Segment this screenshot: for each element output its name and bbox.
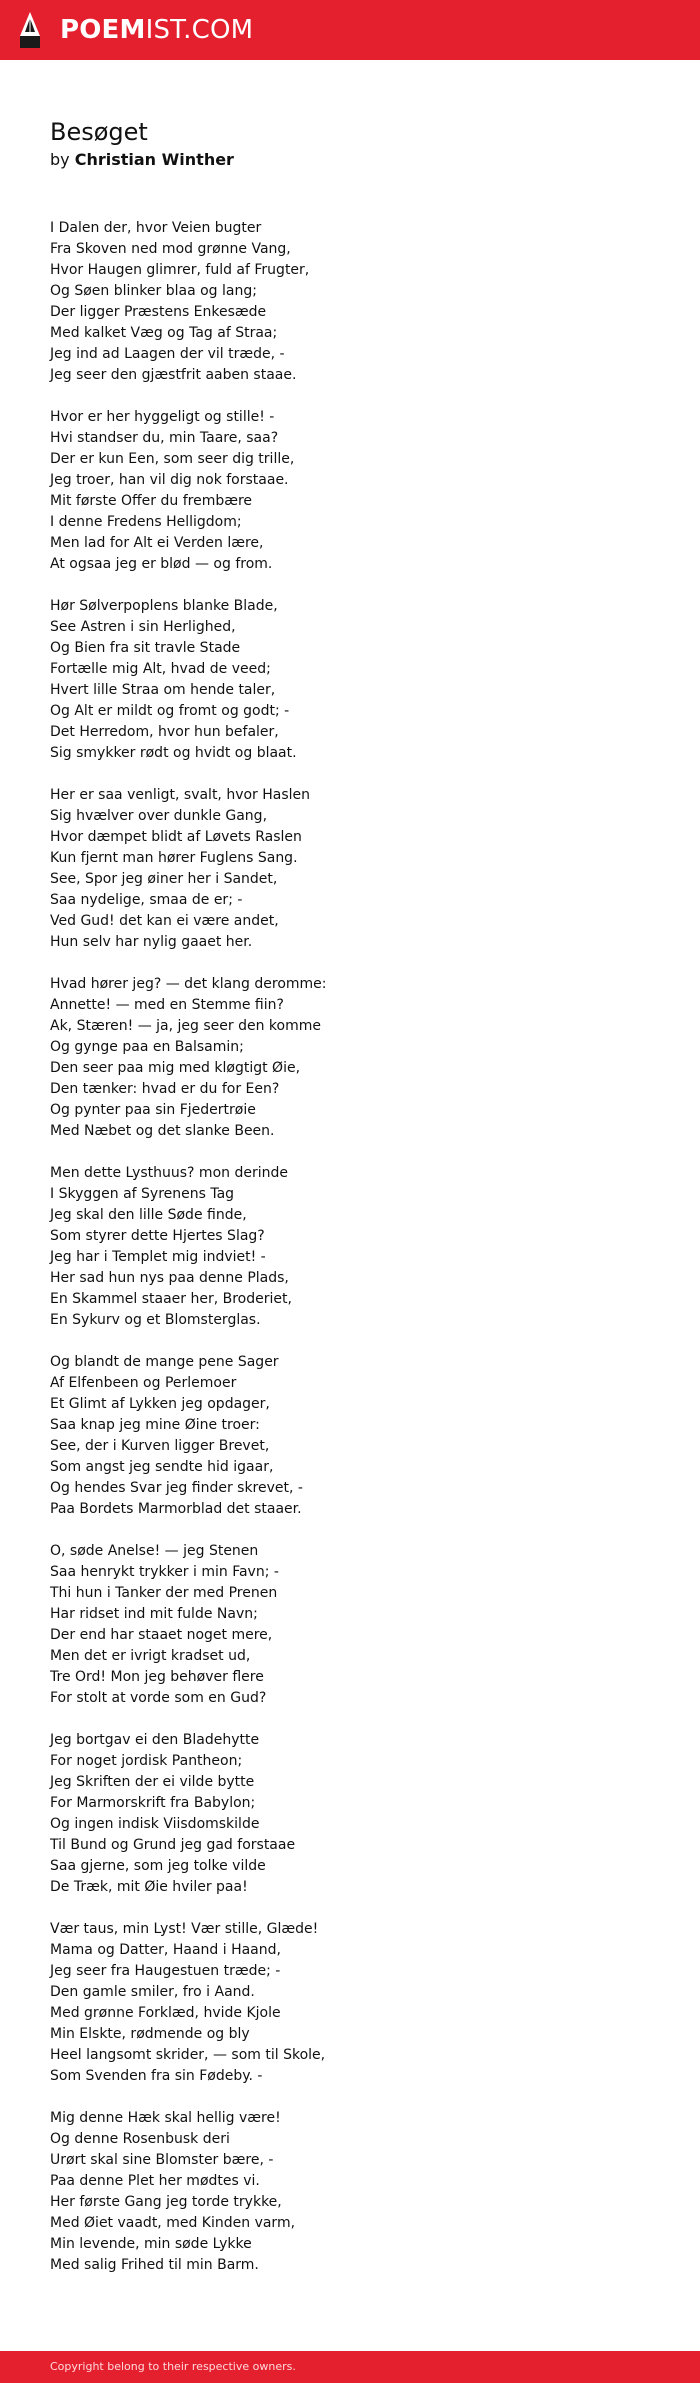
poem-line: Her er saa venligt, svalt, hvor Haslen: [50, 787, 311, 803]
poem-line: Med kalket Væg og Tag af Straa;: [50, 325, 278, 341]
poem-body: [50, 218, 650, 2297]
poem-line: Med grønne Forklæd, hvide Kjole: [50, 2005, 281, 2021]
poem-line: See, der i Kurven ligger Brevet,: [50, 1438, 270, 1454]
poem-line: Af Elfenbeen og Perlemoer: [50, 1375, 237, 1391]
poem-line: En Sykurv og et Blomsterglas.: [50, 1312, 261, 1328]
poem-line: Jeg har i Templet mig indviet! -: [50, 1249, 266, 1265]
logo-text-bold: POEM: [60, 15, 146, 45]
poem-line: Jeg seer fra Haugestuen træde; -: [50, 1963, 281, 1979]
poem-line: Sig smykker rødt og hvidt og blaat.: [50, 745, 297, 761]
poem-line: Og Søen blinker blaa og lang;: [50, 283, 257, 299]
site-header: [0, 0, 700, 60]
poem-line: Mit første Offer du frembære: [50, 493, 253, 509]
poem-line: Og Bien fra sit travle Stade: [50, 640, 241, 656]
poem-line: Her sad hun nys paa denne Plads,: [50, 1270, 289, 1286]
poem-line: Som Svenden fra sin Fødeby. -: [50, 2068, 263, 2084]
poem-line: Den tænker: hvad er du for Een?: [50, 1081, 280, 1097]
poem-heading: [50, 116, 650, 172]
poem-line: Og gynge paa en Balsamin;: [50, 1039, 244, 1055]
poem-line: O, søde Anelse! — jeg Stenen: [50, 1543, 259, 1559]
poem-line: Med Øiet vaadt, med Kinden varm,: [50, 2215, 296, 2231]
poem-line: Urørt skal sine Blomster bære, -: [50, 2152, 274, 2168]
stanza: [50, 1163, 650, 1331]
poem-line: Hvor dæmpet blidt af Løvets Raslen: [50, 829, 302, 845]
byline: [50, 148, 650, 172]
stanza: [50, 2108, 650, 2276]
poem-line: I Dalen der, hvor Veien bugter: [50, 220, 262, 236]
poem-line: Et Glimt af Lykken jeg opdager,: [50, 1396, 270, 1412]
poem-line: Paa denne Plet her mødtes vi.: [50, 2173, 260, 2189]
poem-line: Hvor er her hyggeligt og stille! -: [50, 409, 275, 425]
poem-line: Og pynter paa sin Fjedertrøie: [50, 1102, 256, 1118]
stanza: [50, 218, 650, 386]
site-footer: [0, 2351, 700, 2383]
poem-line: Ved Gud! det kan ei være andet,: [50, 913, 279, 929]
poem-line: Jeg troer, han vil dig nok forstaae.: [50, 472, 289, 488]
poem-line: At ogsaa jeg er blød — og from.: [50, 556, 273, 572]
poem-line: Hvad hører jeg? — det klang deromme:: [50, 976, 327, 992]
poem-line: De Træk, mit Øie hviler paa!: [50, 1879, 248, 1895]
poem-line: Min Elskte, rødmende og bly: [50, 2026, 250, 2042]
poem-line: Hvor Haugen glimrer, fuld af Frugter,: [50, 262, 310, 278]
poem-line: Jeg seer den gjæstfrit aaben staae.: [50, 367, 297, 383]
stanza: [50, 407, 650, 575]
poem-line: For Marmorskrift fra Babylon;: [50, 1795, 256, 1811]
poem-line: Den gamle smiler, fro i Aand.: [50, 1984, 255, 2000]
author-name[interactable]: Christian Winther: [74, 150, 234, 169]
poem-line: Der end har staaet noget mere,: [50, 1627, 273, 1643]
poem-line: Saa henrykt trykker i min Favn; -: [50, 1564, 279, 1580]
poem-line: Og ingen indisk Viisdomskilde: [50, 1816, 260, 1832]
poem-line: Saa nydelige, smaa de er; -: [50, 892, 243, 908]
poem-line: Som styrer dette Hjertes Slag?: [50, 1228, 265, 1244]
poem-line: Til Bund og Grund jeg gad forstaae: [50, 1837, 296, 1853]
poem-line: Hun selv har nylig gaaet her.: [50, 934, 253, 950]
poem-line: Hvert lille Straa om hende taler,: [50, 682, 276, 698]
poem-line: Fra Skoven ned mod grønne Vang,: [50, 241, 291, 257]
poem-line: Jeg Skriften der ei vilde bytte: [50, 1774, 255, 1790]
poem-line: Med Næbet og det slanke Been.: [50, 1123, 275, 1139]
poem-line: Jeg ind ad Laagen der vil træde, -: [50, 346, 285, 362]
poem-line: Det Herredom, hvor hun befaler,: [50, 724, 279, 740]
poem-line: En Skammel staaer her, Broderiet,: [50, 1291, 292, 1307]
poem-line: Og Alt er mildt og fromt og godt; -: [50, 703, 290, 719]
poem-line: Hvi standser du, min Taare, saa?: [50, 430, 279, 446]
pen-nib-icon: [18, 10, 42, 50]
poem-line: Ak, Stæren! — ja, jeg seer den komme: [50, 1018, 321, 1034]
poem-line: Har ridset ind mit fulde Navn;: [50, 1606, 258, 1622]
stanza: [50, 974, 650, 1142]
poem-line: Kun fjernt man hører Fuglens Sang.: [50, 850, 298, 866]
site-logo[interactable]: [18, 10, 253, 50]
poem-line: Mig denne Hæk skal hellig være!: [50, 2110, 281, 2126]
copyright-notice: Copyright belong to their respective owners.: [50, 2360, 296, 2373]
stanza: [50, 1541, 650, 1709]
logo-text-light: IST.COM: [145, 15, 254, 45]
poem-line: Og denne Rosenbusk deri: [50, 2131, 230, 2147]
poem-line: Der ligger Præstens Enkesæde: [50, 304, 267, 320]
byline-prefix: by: [50, 150, 70, 169]
poem-line: Med salig Frihed til min Barm.: [50, 2257, 259, 2273]
poem-line: Sig hvælver over dunkle Gang,: [50, 808, 268, 824]
poem-line: Mama og Datter, Haand i Haand,: [50, 1942, 281, 1958]
poem-line: Heel langsomt skrider, — som til Skole,: [50, 2047, 326, 2063]
stanza: [50, 1352, 650, 1520]
poem-line: Tre Ord! Mon jeg behøver flere: [50, 1669, 264, 1685]
poem-line: I denne Fredens Helligdom;: [50, 514, 242, 530]
poem-line: Jeg bortgav ei den Bladehytte: [50, 1732, 260, 1748]
poem-line: Min levende, min søde Lykke: [50, 2236, 252, 2252]
poem-line: Annette! — med en Stemme fiin?: [50, 997, 284, 1013]
poem-line: See, Spor jeg øiner her i Sandet,: [50, 871, 278, 887]
poem-line: Fortælle mig Alt, hvad de veed;: [50, 661, 271, 677]
stanza: [50, 785, 650, 953]
poem-line: Og hendes Svar jeg finder skrevet, -: [50, 1480, 303, 1496]
poem-line: Vær taus, min Lyst! Vær stille, Glæde!: [50, 1921, 319, 1937]
poem-line: Thi hun i Tanker der med Prenen: [50, 1585, 278, 1601]
poem-line: Den seer paa mig med kløgtigt Øie,: [50, 1060, 301, 1076]
poem-line: Saa knap jeg mine Øine troer:: [50, 1417, 260, 1433]
poem-line: I Skyggen af Syrenens Tag: [50, 1186, 235, 1202]
stanza: [50, 596, 650, 764]
poem-line: Men dette Lysthuus? mon derinde: [50, 1165, 288, 1181]
poem-line: Jeg skal den lille Søde finde,: [50, 1207, 247, 1223]
stanza: [50, 1919, 650, 2087]
poem-title: Besøget: [50, 118, 148, 146]
poem-line: Som angst jeg sendte hid igaar,: [50, 1459, 274, 1475]
poem-line: Men det er ivrigt kradset ud,: [50, 1648, 251, 1664]
stanza: [50, 1730, 650, 1898]
poem-line: For stolt at vorde som en Gud?: [50, 1690, 267, 1706]
poem-line: Der er kun Een, som seer dig trille,: [50, 451, 295, 467]
poem-line: For noget jordisk Pantheon;: [50, 1753, 243, 1769]
poem-line: Her første Gang jeg torde trykke,: [50, 2194, 282, 2210]
poem-line: Saa gjerne, som jeg tolke vilde: [50, 1858, 266, 1874]
poem-line: See Astren i sin Herlighed,: [50, 619, 236, 635]
poem-line: Men lad for Alt ei Verden lære,: [50, 535, 264, 551]
poem-line: Paa Bordets Marmorblad det staaer.: [50, 1501, 302, 1517]
poem-line: Og blandt de mange pene Sager: [50, 1354, 279, 1370]
poem-line: Hør Sølverpoplens blanke Blade,: [50, 598, 278, 614]
logo-text: [60, 10, 253, 50]
